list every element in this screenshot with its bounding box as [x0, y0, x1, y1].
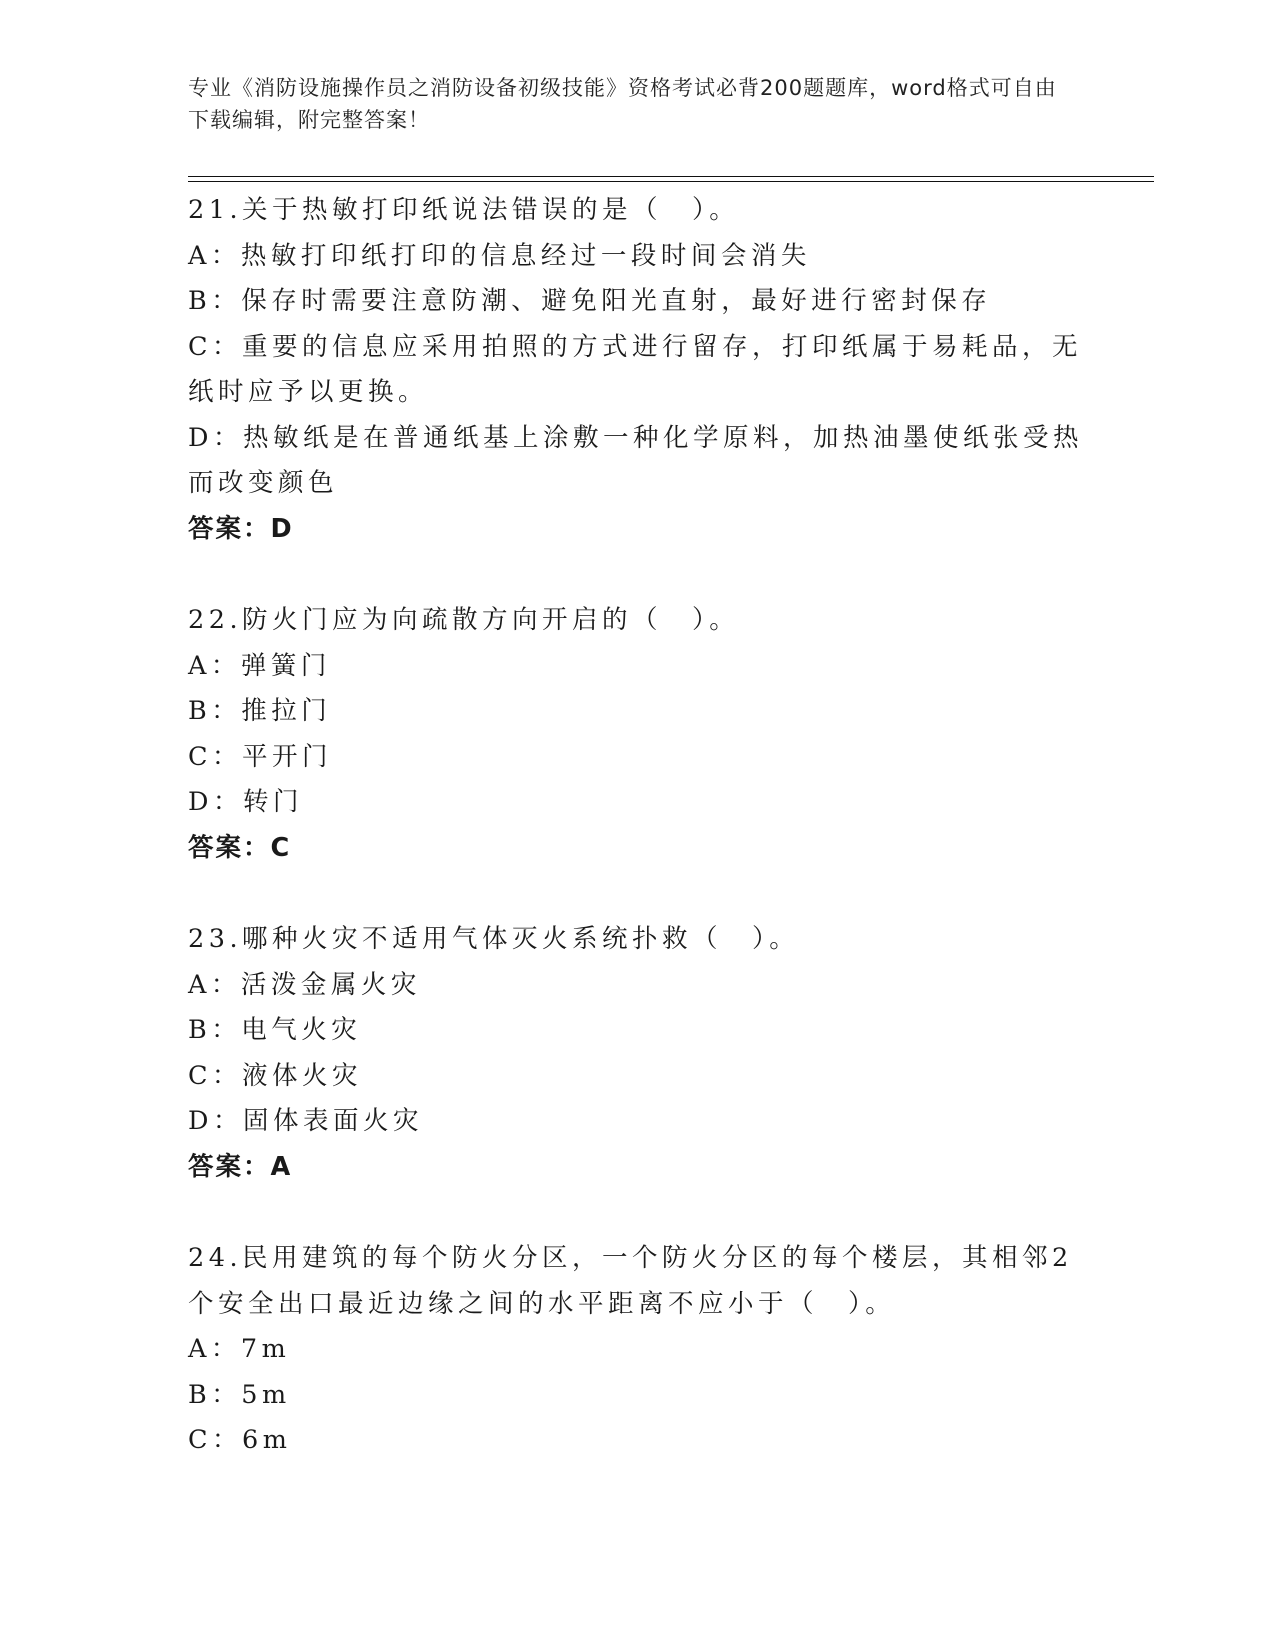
- question-24: [188, 1236, 1088, 1464]
- option-c: C：重要的信息应采用拍照的方式进行留存，打印纸属于易耗品，无纸时应予以更换。: [188, 331, 1083, 407]
- question-stem: 22.防火门应为向疏散方向开启的（ ）。: [188, 605, 740, 635]
- question-list: [188, 188, 1088, 1464]
- option-d: D：热敏纸是在普通纸基上涂敷一种化学原料，加热油墨使纸张受热而改变颜色: [188, 422, 1083, 498]
- question-23: [188, 917, 1088, 1190]
- option-b: B：电气火灾: [188, 1015, 362, 1045]
- header-divider-bottom: [188, 181, 1154, 182]
- option-d: D：转门: [188, 787, 303, 817]
- spacer: [188, 1190, 1088, 1236]
- option-c: C：6m: [188, 1425, 292, 1455]
- option-a: A：活泼金属火灾: [188, 969, 421, 1000]
- option-b: B：保存时需要注意防潮、避免阳光直射，最好进行密封保存: [188, 286, 992, 316]
- question-21: [188, 188, 1088, 552]
- spacer: [188, 871, 1088, 917]
- option-c: C：平开门: [188, 741, 333, 772]
- question-22: [188, 598, 1088, 871]
- option-b: B：推拉门: [188, 696, 332, 726]
- option-b: B：5m: [188, 1379, 291, 1410]
- answer-label: 答案：D: [188, 513, 294, 544]
- answer-label: 答案：C: [188, 832, 292, 863]
- option-c: C：液体火灾: [188, 1060, 363, 1091]
- option-a: A：弹簧门: [188, 650, 331, 681]
- answer-label: 答案：A: [188, 1151, 293, 1182]
- question-stem: 24.民用建筑的每个防火分区，一个防火分区的每个楼层，其相邻2个安全出口最近边缘之间的水平距离不应小于（ ）。: [188, 1243, 1073, 1319]
- option-a: A：热敏打印纸打印的信息经过一段时间会消失: [188, 240, 811, 271]
- question-stem: 21.关于热敏打印纸说法错误的是（ ）。: [188, 195, 740, 225]
- option-a: A：7m: [188, 1334, 291, 1364]
- option-d: D：固体表面火灾: [188, 1106, 423, 1136]
- header-divider-top: [188, 176, 1154, 177]
- spacer: [188, 552, 1088, 598]
- question-stem: 23.哪种火灾不适用气体灭火系统扑救（ ）。: [188, 924, 800, 954]
- document-header: 专业《消防设施操作员之消防设备初级技能》资格考试必背200题题库，word格式可自由下载编辑，附完整答案！: [188, 76, 1057, 132]
